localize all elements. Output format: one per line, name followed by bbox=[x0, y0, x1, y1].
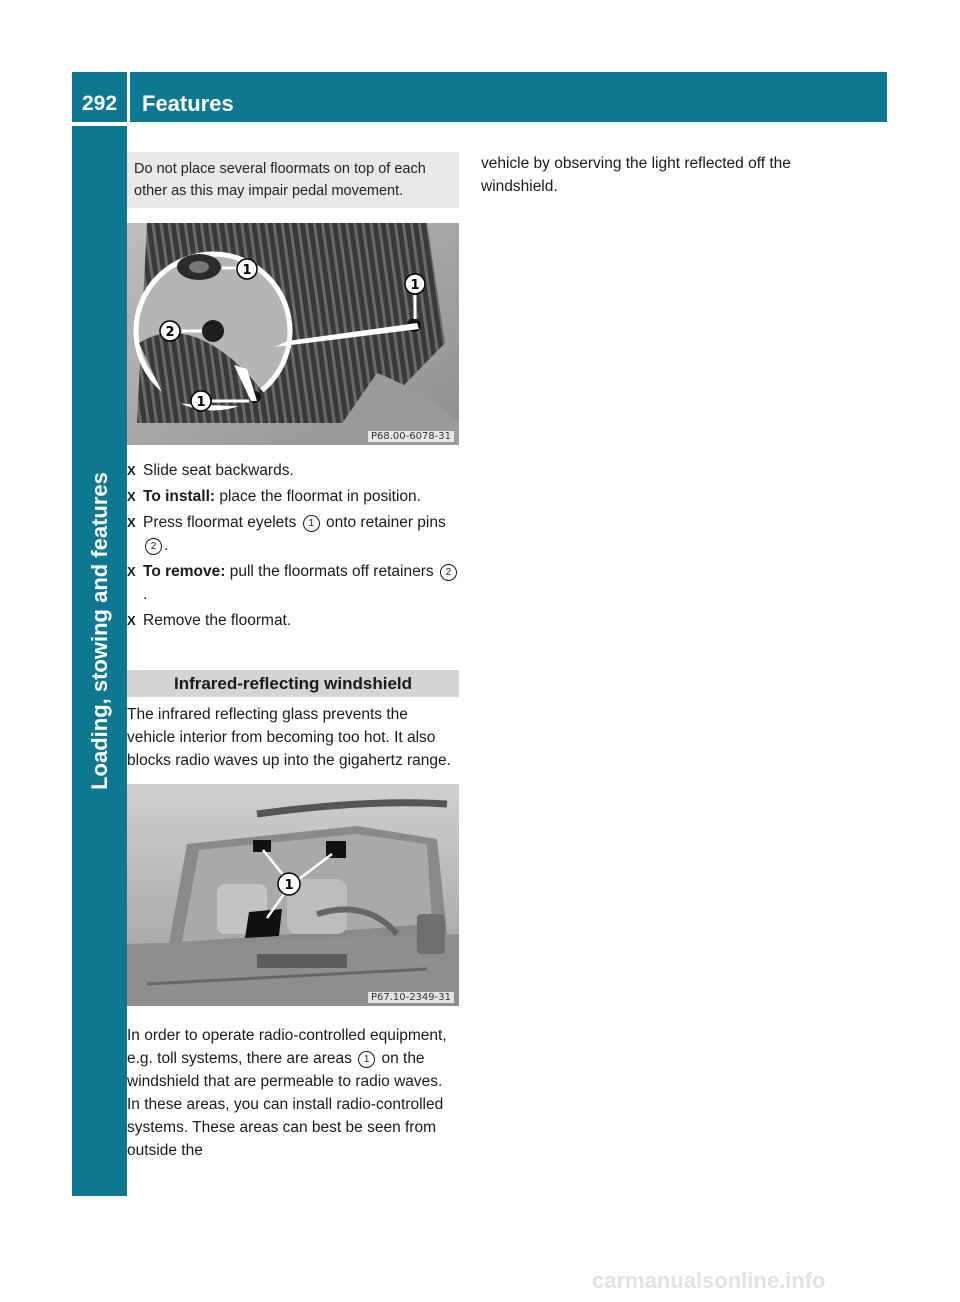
step-marker-icon: X bbox=[127, 564, 136, 579]
instruction-list bbox=[127, 459, 459, 632]
list-item: X To remove: pull the floormats off retainers 2. bbox=[127, 560, 459, 606]
body-paragraph: In order to operate radio-controlled equipment, e.g. toll systems, there are areas 1 on the windshield that are permeable to radio waves. In these areas, you can install radio-controlled systems. These areas can best be seen from outside the bbox=[127, 1027, 447, 1159]
windshield-figure bbox=[127, 784, 459, 1006]
figure1-callout: 1 bbox=[242, 263, 252, 278]
windshield-illustration bbox=[127, 784, 459, 1006]
figure1-callout: 2 bbox=[165, 325, 175, 340]
callout-icon: 2 bbox=[440, 564, 457, 581]
figure1-callout: 1 bbox=[196, 395, 206, 410]
step-marker-icon: X bbox=[127, 463, 136, 478]
figure1-code: P68.00-6078-31 bbox=[368, 431, 454, 442]
figure2-code: P67.10-2349-31 bbox=[368, 992, 454, 1003]
watermark: carmanualsonline.info bbox=[592, 1268, 826, 1293]
figure2-callout: 1 bbox=[284, 878, 294, 893]
callout-icon: 2 bbox=[145, 538, 162, 555]
floormat-figure bbox=[127, 223, 459, 445]
callout-icon: 1 bbox=[303, 515, 320, 532]
callout-icon: 1 bbox=[358, 1051, 375, 1068]
list-item: X Slide seat backwards. bbox=[127, 459, 459, 482]
step-marker-icon: X bbox=[127, 613, 136, 628]
side-tab-text bbox=[72, 126, 127, 1116]
list-item: X Remove the floormat. bbox=[127, 609, 459, 632]
side-tab-label: Loading, stowing and features bbox=[86, 472, 112, 790]
list-item: X To install: place the floormat in position. bbox=[127, 485, 459, 508]
list-item: X Press floormat eyelets 1 onto retainer pins 2 . bbox=[127, 511, 459, 557]
figure1-callout: 1 bbox=[410, 278, 420, 293]
continued-paragraph: vehicle by observing the light reflected off the windshield. bbox=[481, 155, 791, 195]
section-title: Features bbox=[130, 72, 887, 122]
step-marker-icon: X bbox=[127, 515, 136, 530]
left-column bbox=[127, 152, 459, 1162]
floormat-illustration bbox=[127, 223, 459, 445]
step-marker-icon: X bbox=[127, 489, 136, 504]
caution-note: Do not place several floormats on top of each other as this may impair pedal movement. bbox=[127, 152, 459, 208]
page-number: 292 bbox=[72, 72, 127, 122]
subheading: Infrared-reflecting windshield bbox=[127, 670, 459, 697]
right-column bbox=[481, 152, 821, 198]
intro-paragraph: The infrared reflecting glass prevents the vehicle interior from becoming too hot. It also blocks radio waves up into the gigahertz range. bbox=[127, 706, 451, 769]
page-header bbox=[72, 72, 887, 122]
